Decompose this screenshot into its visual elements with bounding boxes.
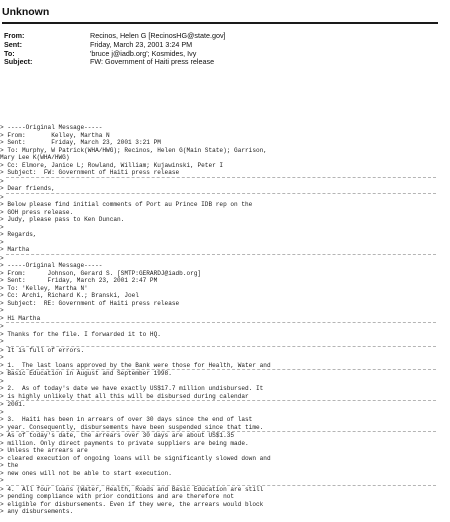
body-line: > million. Only direct payments to private suppliers are being made. [0, 439, 249, 447]
header-subject-row [4, 58, 444, 67]
body-line: > Regards, [0, 231, 37, 238]
body-line: > eligible for disbursements. Even if they were, the arrears would block [0, 500, 264, 508]
subject-label: Subject: [4, 57, 33, 67]
body-line: > Basic Education in August and September 1998. [0, 370, 172, 377]
body-line: > [0, 408, 4, 416]
sent-label: Sent: [4, 39, 22, 49]
body-line: > To: Murphy, W Patrick(WHA/HWG); Recinos, Helen G(Main State); Garrison, [0, 146, 267, 154]
to-value: 'bruce j@iadb.org'; Kosmides, Ivy [90, 48, 197, 58]
body-line: > [0, 177, 4, 185]
body-line: > Sent: Friday, March 23, 2001 3:21 PM [0, 139, 161, 146]
body-line: > Below please find initial comments of Port au Prince IDB rep on the [0, 201, 253, 208]
body-line: > Cc: Archi, Richard K.; Branski, Joel [0, 292, 139, 299]
body-line: > the [0, 462, 19, 469]
body-line: > Hi Martha [0, 314, 41, 322]
body-line: > Judy, please pass to Ken Duncan. [0, 216, 125, 223]
body-line: > Thanks for the file. I forwarded it to HQ. [0, 330, 161, 338]
email-header-fields [4, 32, 444, 67]
body-line: > 1. The last loans approved by the Bank were those for Health, Water and [0, 361, 271, 369]
body-line: > As of today's date, the arrears over 30 days are about US$1.35 [0, 432, 235, 439]
body-line: > [0, 377, 4, 385]
body-line: > 2. As of today's date we have exactly US$17.7 million undisbursed. It [0, 385, 264, 392]
body-line: > [0, 307, 4, 314]
header-sent-row [4, 41, 444, 50]
body-line: > Unless the arrears are [0, 447, 88, 454]
body-line: > [0, 238, 4, 246]
email-body [0, 124, 446, 516]
body-line: > [0, 323, 4, 330]
body-line: > Martha [0, 246, 30, 253]
body-line: > Subject: RE: Government of Haiti press release [0, 299, 180, 307]
body-line: > is highly unlikely that all this will be disbursed during calendar [0, 392, 249, 400]
body-line: > -----Original Message----- [0, 262, 103, 269]
body-line: > 3. Haiti has been in arrears of over 30 days since the end of last [0, 416, 253, 423]
body-line: > pending compliance with prior conditions and are therefore not [0, 493, 235, 500]
body-line: > It is full of errors. [0, 346, 85, 354]
sender-heading: Unknown [2, 6, 50, 18]
body-line: > [0, 354, 4, 361]
body-line: > From: Kelley, Martha N [0, 131, 110, 139]
body-line: > new ones will not be able to start execution. [0, 469, 172, 477]
subject-value: FW: Government of Haiti press release [90, 57, 215, 67]
body-line: > To: 'Kelley, Martha N' [0, 284, 88, 292]
body-line: > Sent: Friday, March 23, 2001 2:47 PM [0, 277, 158, 284]
body-line: > [0, 193, 4, 201]
body-line: > From: Johnson, Gerard S. [SMTP:GERARDJ@iadb.org] [0, 269, 202, 277]
from-label: From: [4, 31, 25, 40]
body-line: > [0, 223, 4, 231]
header-to-row [4, 50, 444, 59]
body-line: > [0, 338, 4, 345]
to-label: To: [4, 48, 15, 58]
from-value: Recinos, Helen G [RecinosHG@state.gov] [90, 31, 226, 40]
body-line: > cleared execution of ongoing loans will be significantly slowed down and [0, 454, 271, 462]
body-line: > Subject: FW: Government of Haiti press release [0, 169, 180, 176]
body-line: > year. Consequently, disbursements have been suspended since that time. [0, 423, 264, 431]
body-line: > 2001. [0, 401, 26, 408]
body-line: > GOH press release. [0, 208, 74, 216]
body-line: Mary Lee K(WHA/HWG) [0, 154, 70, 161]
body-line: > [0, 254, 4, 262]
body-line: > [0, 477, 4, 484]
body-line: > Dear friends, [0, 185, 55, 192]
header-from-row [4, 32, 444, 41]
body-line: > -----Original Message----- [0, 124, 103, 131]
body-line: > any disbursements. [0, 508, 74, 515]
sent-value: Friday, March 23, 2001 3:24 PM [90, 39, 193, 49]
header-rule [2, 22, 438, 24]
body-line: > 4. All four loans (Water, Health, Roads and Basic Education are still [0, 485, 264, 493]
body-line: > Cc: Elmore, Janice L; Rowland, William; Kujawinski, Peter I [0, 161, 224, 169]
